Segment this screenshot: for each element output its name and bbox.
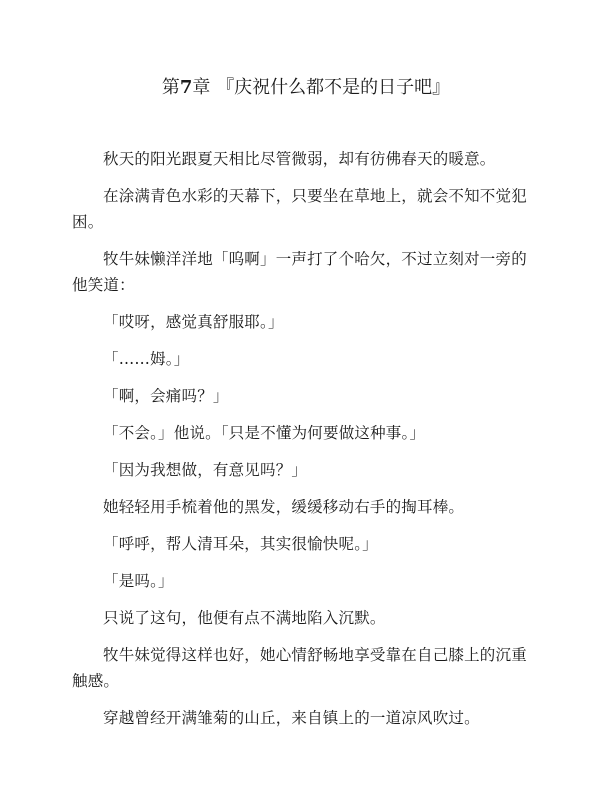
paragraph: 在涂满青色水彩的天幕下，只要坐在草地上，就会不知不觉犯困。 — [72, 187, 527, 231]
paragraph: 「因为我想做，有意见吗？」 — [103, 461, 308, 479]
paragraph: 只说了这句，他便有点不满地陷入沉默。 — [103, 609, 386, 627]
chapter-title — [0, 76, 612, 100]
body-text — [72, 146, 542, 742]
paragraph: 「哎呀，感觉真舒服耶。」 — [103, 313, 284, 331]
paragraph: 「啊，会痛吗？」 — [103, 387, 229, 405]
paragraph: 穿越曾经开满雏菊的山丘，来自镇上的一道凉风吹过。 — [103, 709, 480, 727]
paragraph: 「不会。」他说。「只是不懂为何要做这种事。」 — [103, 424, 426, 442]
paragraph: 秋天的阳光跟夏天相比尽管微弱，却有彷佛春天的暖意。 — [103, 150, 496, 168]
paragraph: 「是吗。」 — [103, 572, 174, 590]
paragraph: 她轻轻用手梳着他的黑发，缓缓移动右手的掏耳棒。 — [103, 498, 465, 516]
paragraph: 「呼呼，帮人清耳朵，其实很愉快呢。」 — [103, 535, 378, 553]
chapter-number: 7 — [179, 77, 193, 98]
chapter-name: 章 『庆祝什么都不是的日子吧』 — [192, 77, 451, 98]
paragraph: 牧牛妹觉得这样也好，她心情舒畅地享受靠在自己膝上的沉重触感。 — [72, 646, 527, 690]
paragraph: 「……姆。」 — [103, 350, 190, 368]
paragraph: 牧牛妹懒洋洋地「呜啊」一声打了个哈欠，不过立刻对一旁的他笑道： — [72, 250, 527, 294]
chapter-prefix: 第 — [161, 77, 180, 98]
